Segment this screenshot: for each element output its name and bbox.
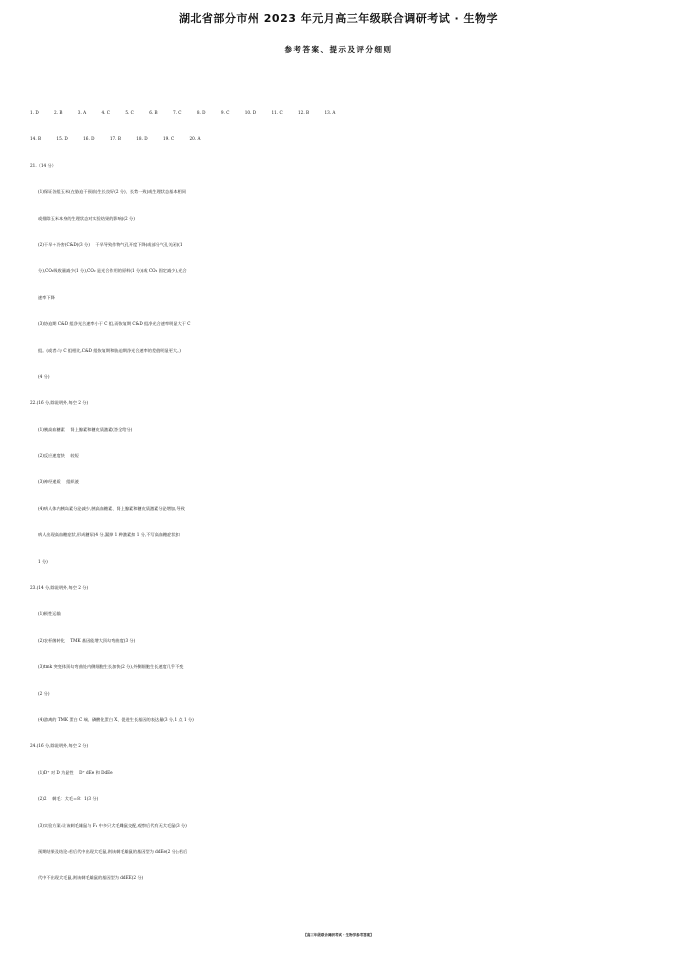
answer-line: 预期结果及结论:若后代中出现犬毛鼠,则该刺毛雄鼠的基因型为 ddEe(2 分);若后 <box>38 848 188 854</box>
answer-line: 代中不出现犬毛鼠,则该刺毛雄鼠的基因型为 ddEE(2 分) <box>38 875 144 881</box>
answer-line: 组。(或者:与 C 组相比,C&D 组恢复期和胁迫期净光合速率的差值明显更大。) <box>38 347 181 353</box>
mcq-answers-row-2 <box>0 126 677 152</box>
question-24-heading: 24.(16 分,除说明外,每空 2 分) <box>30 743 89 749</box>
answer-line: 病人出现高血糖症状,形成糖尿(4 分,漏掉 1 种激素扣 1 分,不写高血糖症状扣 <box>38 532 180 538</box>
mcq-answer: 19. C <box>162 136 175 142</box>
answer-line: (1)D⁺ 对 D 为显性 D⁺ dEe 和 DdEe <box>38 769 113 775</box>
document-title: 湖北省部分市州 2023 年元月高三年级联合调研考试 · 生物学 <box>178 12 499 25</box>
mcq-answer: 7. C <box>172 110 182 115</box>
answer-line: (1)极性运输 <box>38 611 61 617</box>
mcq-answer: 5. C <box>125 110 134 115</box>
mcq-answer: 1. D <box>30 110 39 115</box>
answer-line: (1)胰高血糖素 肾上腺素和糖皮质激素(答全给分) <box>38 426 133 432</box>
mcq-answer: 3. A <box>77 110 87 115</box>
answer-line: (4)游离的 TMK 蛋白 C 端、磷酸化蛋白 X、促进生长基因的表达量(3 分,1 点 1 分) <box>38 716 194 722</box>
mcq-answer: 4. C <box>101 110 111 115</box>
answer-line: (1)保证各组玉米(在胁迫干预前)生长良好(2 分)、长势一致(或生理状态基本相同 <box>38 189 186 195</box>
document-subtitle: 参考答案、提示及评分细则 <box>284 45 393 54</box>
answer-line: 分),CO₂吸收量减少(1 分),CO₂ 是光合作用的原料(1 分)(或 CO₂ 固定减少),光合 <box>38 268 187 274</box>
question-21-heading: 21.（14 分） <box>30 162 56 168</box>
mcq-answer: 20. A <box>189 136 201 142</box>
question-22-heading: 22.(16 分,除说明外,每空 2 分) <box>30 400 89 406</box>
answer-line: 或排除玉米本身的生理状态对实验结果的影响)(2 分) <box>38 215 135 221</box>
mcq-answer: 15. D <box>56 136 68 142</box>
answer-line: (3)tmk 突变体顶勾弯曲处内侧细胞生长加快(2 分),外侧细胞生长速度几乎不变 <box>38 664 184 670</box>
answer-line: (2 分) <box>38 690 50 696</box>
answer-line: (3)实验方案:让该刺毛雄鼠与 F₁ 中多只犬毛雌鼠交配,观察后代有无犬毛鼠(3 分) <box>38 822 187 828</box>
mcq-answer: 10. D <box>244 110 257 115</box>
question-23-heading: 23.(14 分,除说明外,每空 2 分) <box>30 585 89 591</box>
answer-line: (3)神经递质 组织液 <box>38 479 79 485</box>
answer-line: 速率下降 <box>38 294 55 300</box>
answer-line: (2)反应速度快 较短 <box>38 453 79 459</box>
answer-line: (2)干旱＋冷害(C&D)(3 分) 干旱导致作物气孔开度下降(或部分气孔关闭)(1 <box>38 241 183 247</box>
mcq-answer: 16. D <box>83 136 95 142</box>
mcq-answer: 9. C <box>220 110 230 115</box>
answer-line: (3)协迫期 C&D 组净光合速率小于 C 组,而恢复期 C&D 组净光合速率明显大于 C <box>38 321 191 327</box>
answer-line: 1 分) <box>38 558 48 564</box>
page-footer: 【高三年级联合调研考试 · 生物学参考答案】 <box>303 933 374 937</box>
answer-content <box>0 100 677 892</box>
mcq-answer: 12. B <box>298 110 310 115</box>
mcq-answer: 14. B <box>30 136 42 142</box>
mcq-answer: 6. B <box>149 110 158 115</box>
mcq-answer: 13. A <box>324 110 336 115</box>
mcq-answer: 11. C <box>271 110 283 115</box>
answer-line: (4 分) <box>38 373 50 379</box>
mcq-answer: 2. B <box>54 110 63 115</box>
mcq-answer: 18. D <box>136 136 148 142</box>
answer-line: (2)2 刺毛：犬毛＝8：1(3 分) <box>38 796 99 802</box>
mcq-answer: 8. D <box>196 110 206 115</box>
mcq-answer: 17. B <box>109 136 121 142</box>
answer-line: (2)农杆菌转化 TMK 基因能增大顶勾弯曲度(3 分) <box>38 637 136 643</box>
mcq-answers-row-1 <box>0 100 677 126</box>
answer-line: (4)病人体内胰岛素分泌减少,胰高血糖素、肾上腺素和糖皮质激素分泌增加,导致 <box>38 505 185 511</box>
